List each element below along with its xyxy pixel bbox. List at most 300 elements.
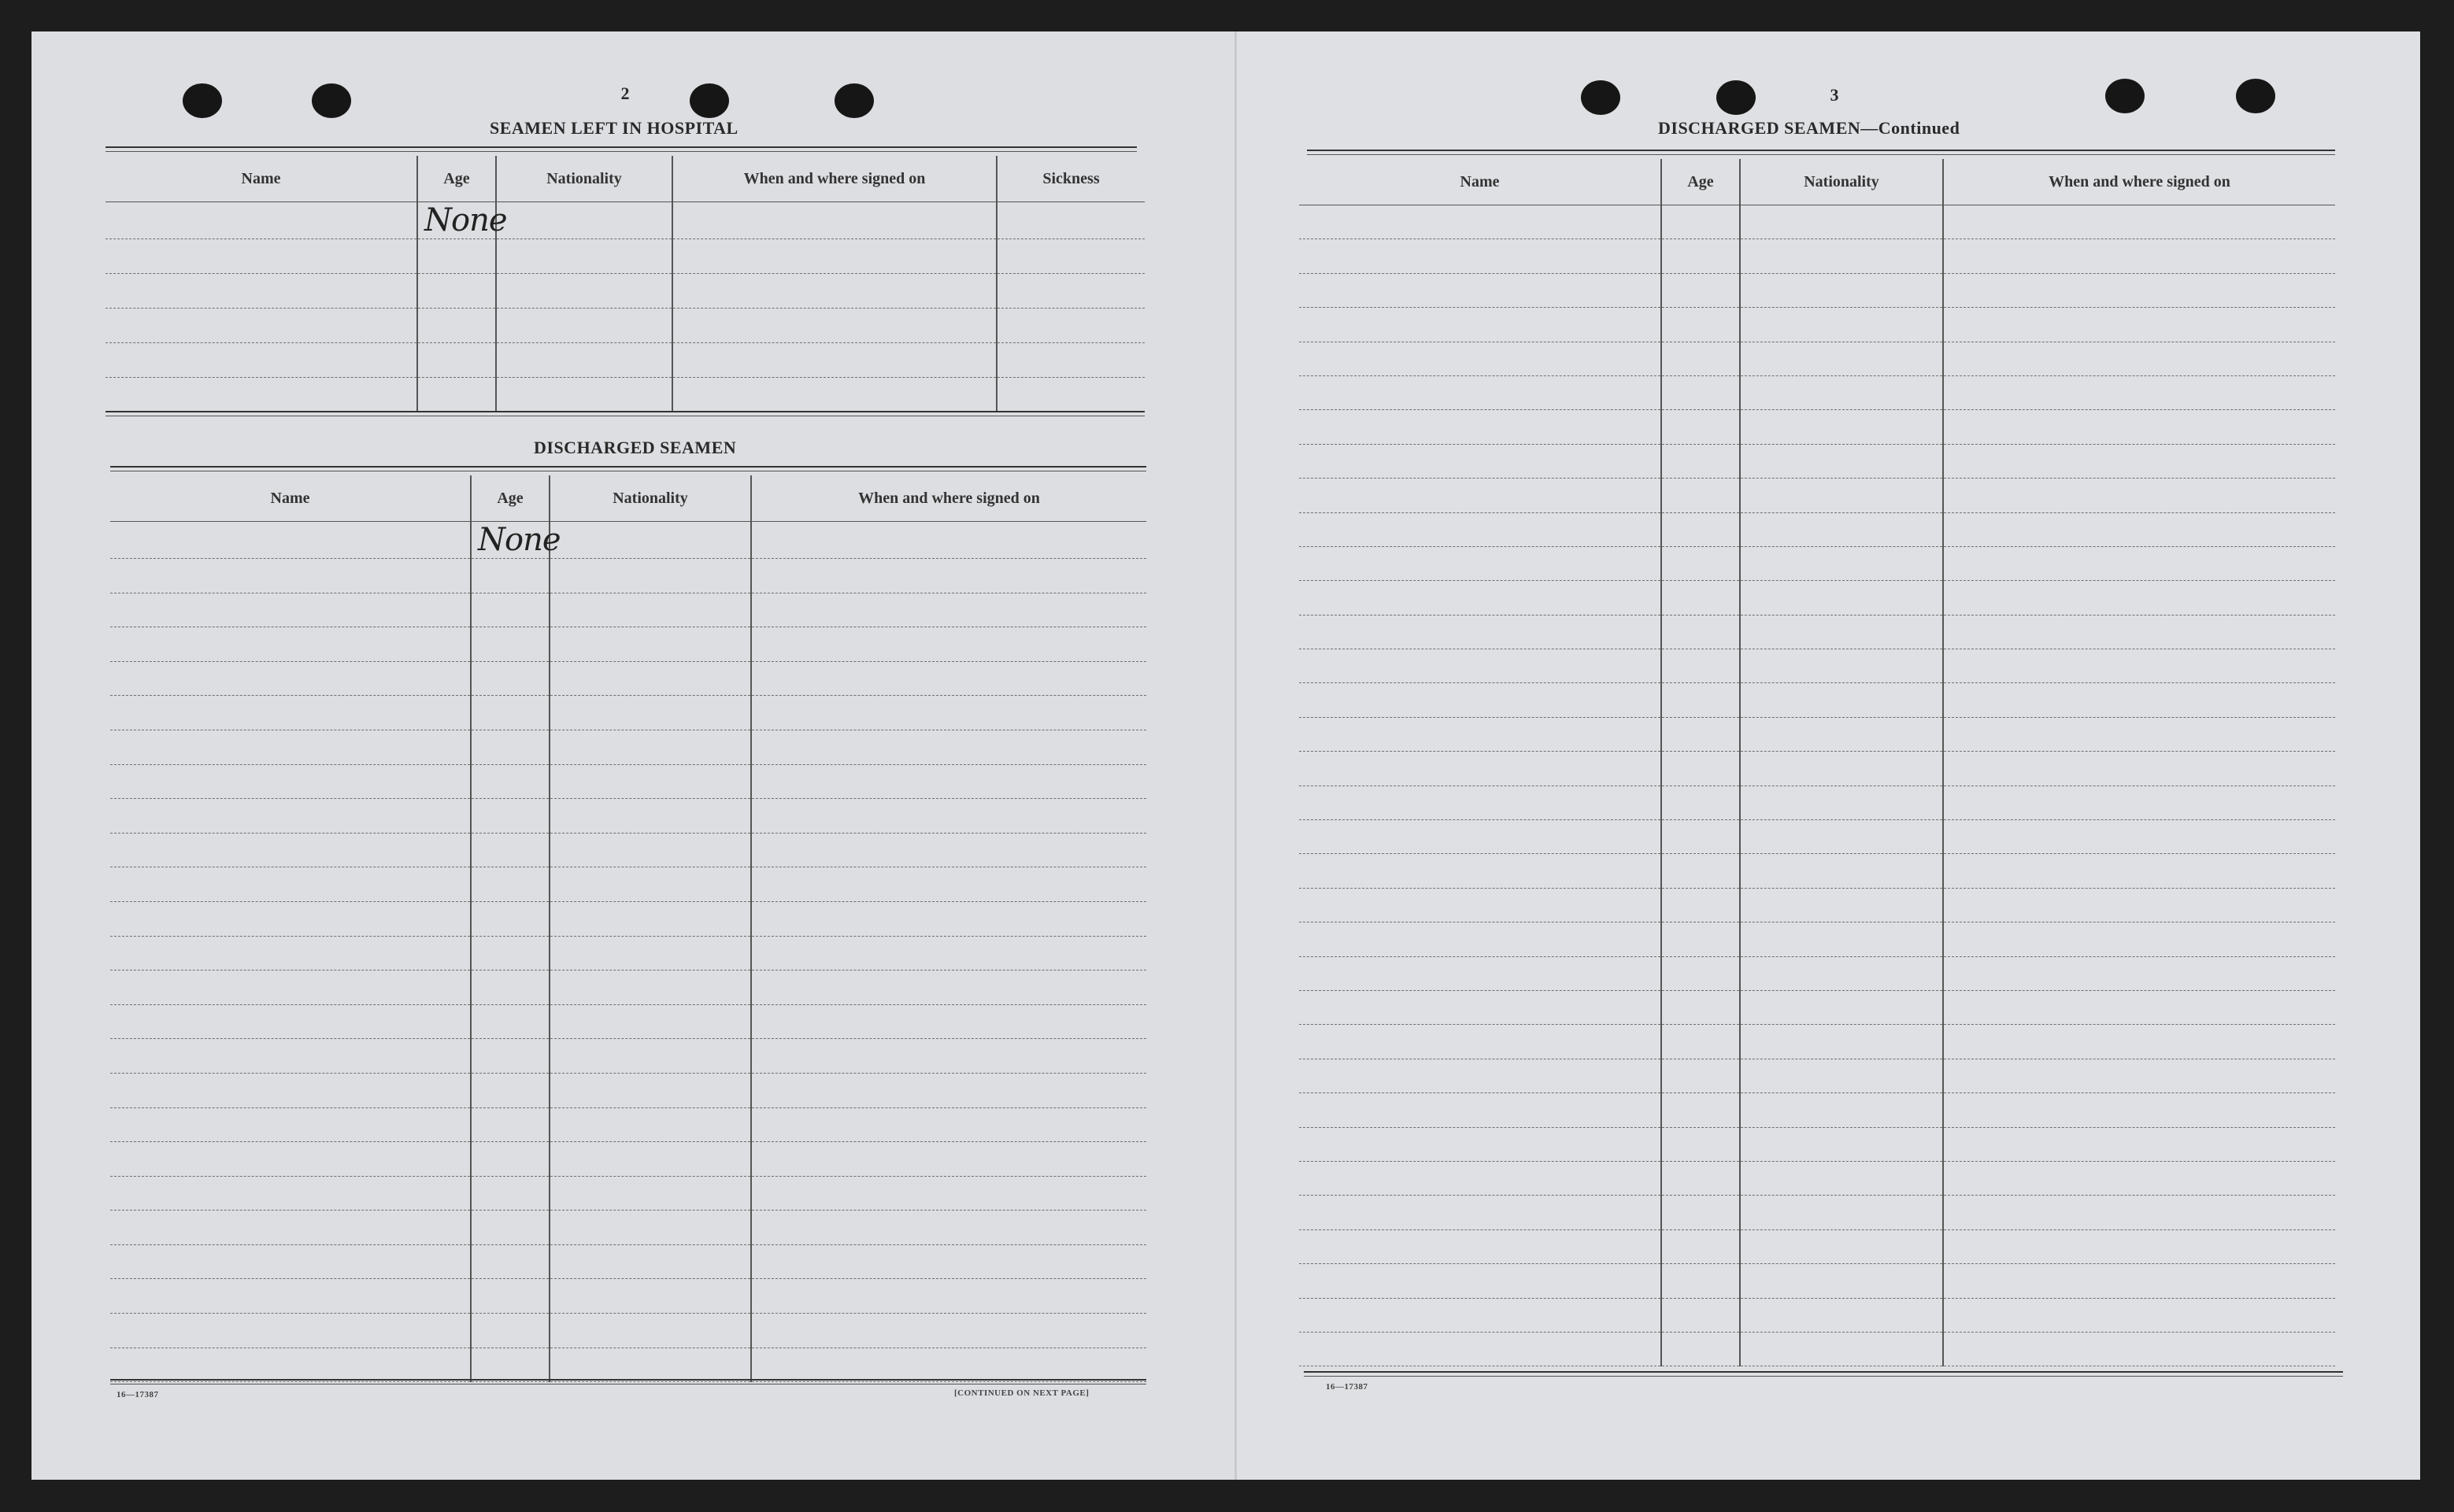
- table-cell: [1943, 479, 2335, 512]
- table-cell: [751, 661, 1146, 696]
- table-cell: [471, 627, 550, 662]
- table-cell: [1299, 205, 1661, 239]
- table-row: [1299, 615, 2335, 649]
- table-cell: [1661, 854, 1740, 888]
- table-cell: [1740, 1161, 1943, 1195]
- table-cell: [751, 1039, 1146, 1074]
- table-cell: [471, 799, 550, 834]
- table-cell: [1661, 717, 1740, 751]
- table-cell: [1299, 375, 1661, 409]
- table-cell: [550, 867, 751, 902]
- table-row: [1299, 786, 2335, 819]
- table-cell: [417, 274, 496, 309]
- table-cell: [550, 1039, 751, 1074]
- table-cell: [471, 833, 550, 867]
- table-cell: [1299, 479, 1661, 512]
- table-cell: [550, 764, 751, 799]
- table-cell: [1299, 956, 1661, 990]
- table-cell: [1299, 752, 1661, 786]
- table-cell: [1661, 683, 1740, 717]
- table-cell: [110, 1107, 471, 1142]
- table-cell: [110, 730, 471, 764]
- table-cell: [1299, 683, 1661, 717]
- table-cell: [1740, 786, 1943, 819]
- table-cell: [550, 696, 751, 730]
- table-row: [1299, 922, 2335, 956]
- table-cell: [550, 522, 751, 559]
- table-row: [1299, 1059, 2335, 1092]
- table-cell: [496, 239, 672, 274]
- table-cell: [751, 901, 1146, 936]
- table-cell: [751, 1211, 1146, 1245]
- table-cell: [1661, 410, 1740, 444]
- table-cell: [1299, 1298, 1661, 1332]
- table-row: [110, 730, 1146, 764]
- table-cell: [471, 559, 550, 593]
- table-cell: [1943, 1127, 2335, 1161]
- table-cell: [1661, 1127, 1740, 1161]
- table-row: [1299, 512, 2335, 546]
- punch-hole: [835, 83, 874, 118]
- table-cell: [471, 1211, 550, 1245]
- table-cell: [1299, 820, 1661, 854]
- table-cell: [471, 1176, 550, 1211]
- table-cell: [417, 378, 496, 412]
- page-number-right: 3: [1830, 85, 1839, 105]
- table-row: [1299, 308, 2335, 342]
- table-cell: [751, 1244, 1146, 1279]
- table-cell: [1943, 342, 2335, 375]
- table-cell: [1661, 1025, 1740, 1059]
- table-row: [1299, 1127, 2335, 1161]
- table-cell: [1661, 1298, 1740, 1332]
- table-cell: [550, 1347, 751, 1382]
- table-cell: [471, 1039, 550, 1074]
- table-cell: [1943, 239, 2335, 273]
- continued-top-rule: [1307, 150, 2335, 155]
- table-cell: [751, 627, 1146, 662]
- table-cell: [1299, 990, 1661, 1024]
- table-cell: [110, 936, 471, 970]
- table-cell: [1299, 1127, 1661, 1161]
- table-cell: [751, 730, 1146, 764]
- form-number-right: 16—17387: [1326, 1382, 1368, 1392]
- column-header-nationality: Nationality: [496, 156, 672, 202]
- table-row: [110, 867, 1146, 902]
- table-cell: [751, 970, 1146, 1005]
- table-row: [110, 764, 1146, 799]
- table-cell: [1943, 546, 2335, 580]
- table-cell: [496, 343, 672, 378]
- table-row: [110, 696, 1146, 730]
- discharged-section-title: DISCHARGED SEAMEN: [534, 438, 737, 457]
- table-cell: [1740, 342, 1943, 375]
- table-cell: [550, 593, 751, 627]
- table-cell: [1740, 1196, 1943, 1229]
- table-cell: [1661, 239, 1740, 273]
- table-cell: [110, 901, 471, 936]
- table-cell: [1661, 922, 1740, 956]
- table-cell: [1299, 1025, 1661, 1059]
- table-cell: [1943, 717, 2335, 751]
- table-cell: [1740, 205, 1943, 239]
- table-cell: [1661, 820, 1740, 854]
- table-cell: [1299, 888, 1661, 922]
- table-cell: [110, 1211, 471, 1245]
- handwritten-entry: None: [478, 522, 561, 558]
- table-cell: [672, 239, 997, 274]
- table-cell: [1661, 1059, 1740, 1092]
- table-cell: [1943, 581, 2335, 615]
- table-cell: [105, 343, 417, 378]
- table-cell: [471, 1279, 550, 1314]
- table-cell: [1299, 1264, 1661, 1298]
- discharged-table: [110, 475, 1146, 1382]
- table-row: [1299, 1264, 2335, 1298]
- table-row: [105, 274, 1145, 309]
- table-cell: [550, 799, 751, 834]
- table-cell: [1740, 615, 1943, 649]
- table-cell: [471, 1142, 550, 1177]
- table-cell: [1661, 444, 1740, 478]
- table-cell: [751, 522, 1146, 559]
- table-row: [110, 1107, 1146, 1142]
- table-cell: [1299, 615, 1661, 649]
- form-number-left: 16—17387: [117, 1390, 159, 1399]
- table-cell: [1299, 512, 1661, 546]
- table-cell: [471, 1314, 550, 1348]
- table-row: [110, 593, 1146, 627]
- table-cell: [496, 309, 672, 343]
- table-cell: [1740, 1332, 1943, 1366]
- table-cell: [550, 1142, 751, 1177]
- table-cell: [1661, 1196, 1740, 1229]
- table-row: [1299, 444, 2335, 478]
- table-row: [110, 1244, 1146, 1279]
- table-cell: [550, 1107, 751, 1142]
- table-cell: [105, 309, 417, 343]
- table-cell: [471, 696, 550, 730]
- hospital-bottom-rule: [105, 411, 1145, 416]
- column-header-name: Name: [110, 475, 471, 522]
- column-header-nationality: Nationality: [550, 475, 751, 522]
- table-cell: [550, 1073, 751, 1107]
- table-row: [1299, 205, 2335, 239]
- table-cell: [110, 559, 471, 593]
- column-header-age: Age: [1661, 159, 1740, 205]
- table-cell: [1740, 888, 1943, 922]
- table-cell: [471, 1107, 550, 1142]
- table-cell: [110, 1244, 471, 1279]
- table-row: [1299, 546, 2335, 580]
- table-cell: [1943, 649, 2335, 683]
- table-row: [1299, 1025, 2335, 1059]
- table-cell: [997, 343, 1145, 378]
- table-cell: [1740, 1298, 1943, 1332]
- table-cell: [751, 1004, 1146, 1039]
- table-row: [110, 1073, 1146, 1107]
- table-row: [110, 833, 1146, 867]
- table-cell: [1299, 1161, 1661, 1195]
- table-row: [1299, 649, 2335, 683]
- table-row: [110, 1347, 1146, 1382]
- table-cell: [672, 274, 997, 309]
- table-cell: [110, 593, 471, 627]
- table-row: [105, 202, 1145, 239]
- table-cell: [471, 764, 550, 799]
- table-row: [105, 378, 1145, 412]
- discharged-bottom-rule: [110, 1379, 1146, 1384]
- table-cell: [550, 1244, 751, 1279]
- table-cell: [1740, 273, 1943, 307]
- table-cell: [1943, 854, 2335, 888]
- table-row: [110, 1039, 1146, 1074]
- table-cell: [1661, 479, 1740, 512]
- table-cell: [1299, 922, 1661, 956]
- table-cell: [550, 1176, 751, 1211]
- table-row: [1299, 990, 2335, 1024]
- table-cell: [1943, 956, 2335, 990]
- table-cell: [1740, 922, 1943, 956]
- table-row: [110, 522, 1146, 559]
- table-cell: [1299, 649, 1661, 683]
- column-header-name: Name: [1299, 159, 1661, 205]
- table-row: [1299, 854, 2335, 888]
- table-row: [1299, 410, 2335, 444]
- table-cell: [1740, 1264, 1943, 1298]
- table-cell: [751, 1347, 1146, 1382]
- punch-hole: [183, 83, 222, 118]
- table-cell: [1661, 649, 1740, 683]
- table-cell: [1943, 1093, 2335, 1127]
- table-row: [1299, 581, 2335, 615]
- table-cell: [1740, 581, 1943, 615]
- table-cell: [1740, 375, 1943, 409]
- table-cell: [1661, 1229, 1740, 1263]
- table-row: [1299, 1298, 2335, 1332]
- table-cell: [1740, 1127, 1943, 1161]
- table-cell: [1740, 854, 1943, 888]
- table-row: [105, 343, 1145, 378]
- table-cell: [1299, 410, 1661, 444]
- punch-hole: [312, 83, 351, 118]
- table-cell: [751, 696, 1146, 730]
- table-cell: [417, 202, 507, 239]
- punch-hole: [1581, 80, 1620, 115]
- table-cell: [751, 867, 1146, 902]
- table-cell: [1740, 546, 1943, 580]
- table-cell: [1943, 683, 2335, 717]
- table-cell: [751, 1073, 1146, 1107]
- table-cell: [550, 936, 751, 970]
- table-cell: [1661, 1093, 1740, 1127]
- table-cell: [1943, 512, 2335, 546]
- table-row: [1299, 888, 2335, 922]
- table-cell: [1943, 990, 2335, 1024]
- column-header-age: Age: [417, 156, 496, 202]
- column-header-name: Name: [105, 156, 417, 202]
- table-cell: [1661, 205, 1740, 239]
- table-cell: [1740, 990, 1943, 1024]
- table-cell: [471, 1004, 550, 1039]
- table-cell: [672, 378, 997, 412]
- table-cell: [110, 764, 471, 799]
- table-cell: [1943, 1059, 2335, 1092]
- table-cell: [1943, 410, 2335, 444]
- table-cell: [550, 730, 751, 764]
- table-row: [1299, 1093, 2335, 1127]
- table-cell: [471, 1347, 550, 1382]
- table-cell: [1661, 308, 1740, 342]
- table-row: [1299, 479, 2335, 512]
- punch-hole: [2236, 79, 2275, 113]
- table-cell: [1299, 308, 1661, 342]
- table-cell: [1740, 1025, 1943, 1059]
- table-cell: [471, 661, 550, 696]
- table-cell: [751, 936, 1146, 970]
- table-cell: [1943, 444, 2335, 478]
- column-header-nationality: Nationality: [1740, 159, 1943, 205]
- table-cell: [1299, 854, 1661, 888]
- table-cell: [1661, 342, 1740, 375]
- table-cell: [1661, 1264, 1740, 1298]
- table-row: [110, 936, 1146, 970]
- table-cell: [550, 901, 751, 936]
- table-row: [105, 309, 1145, 343]
- table-cell: [417, 239, 496, 274]
- table-cell: [1661, 786, 1740, 819]
- table-cell: [751, 799, 1146, 834]
- table-cell: [997, 378, 1145, 412]
- table-cell: [1299, 786, 1661, 819]
- table-cell: [110, 1279, 471, 1314]
- table-cell: [1299, 273, 1661, 307]
- column-header-signed-on: When and where signed on: [751, 475, 1146, 522]
- table-cell: [471, 970, 550, 1005]
- table-row: [110, 627, 1146, 662]
- table-cell: [1740, 717, 1943, 751]
- table-cell: [1661, 375, 1740, 409]
- table-cell: [1661, 581, 1740, 615]
- table-cell: [1299, 342, 1661, 375]
- table-row: [110, 1176, 1146, 1211]
- table-cell: [110, 970, 471, 1005]
- table-row: [1299, 1161, 2335, 1195]
- table-cell: [417, 343, 496, 378]
- table-cell: [1740, 649, 1943, 683]
- table-cell: [110, 1039, 471, 1074]
- table-row: [110, 1314, 1146, 1348]
- table-cell: [110, 867, 471, 902]
- table-cell: [496, 378, 672, 412]
- table-row: [1299, 752, 2335, 786]
- table-cell: [550, 1279, 751, 1314]
- page-number-left: 2: [620, 83, 630, 103]
- table-cell: [1943, 1161, 2335, 1195]
- table-cell: [110, 799, 471, 834]
- table-cell: [1740, 956, 1943, 990]
- table-cell: [1943, 1196, 2335, 1229]
- table-cell: [1943, 273, 2335, 307]
- table-cell: [1740, 410, 1943, 444]
- handwritten-entry: None: [424, 202, 507, 238]
- continued-note: [CONTINUED ON NEXT PAGE]: [954, 1388, 1090, 1398]
- table-cell: [1943, 375, 2335, 409]
- table-cell: [105, 239, 417, 274]
- discharged-top-rule: [110, 466, 1146, 471]
- table-cell: [1740, 479, 1943, 512]
- table-cell: [105, 202, 417, 239]
- table-cell: [1661, 273, 1740, 307]
- continued-section-title: [1658, 118, 1960, 139]
- column-header-signed-on: When and where signed on: [1943, 159, 2335, 205]
- section-title-main: DISCHARGED SEAMEN: [1658, 118, 1861, 138]
- table-row: [1299, 1332, 2335, 1366]
- table-row: [1299, 1229, 2335, 1263]
- table-row: [1299, 956, 2335, 990]
- table-cell: [1299, 1332, 1661, 1366]
- table-cell: [1943, 1332, 2335, 1366]
- table-cell: [1299, 717, 1661, 751]
- table-row: [1299, 683, 2335, 717]
- table-cell: [471, 901, 550, 936]
- table-row: [110, 901, 1146, 936]
- table-row: [110, 799, 1146, 834]
- table-cell: [1299, 239, 1661, 273]
- table-row: [1299, 820, 2335, 854]
- table-cell: [1299, 581, 1661, 615]
- table-cell: [471, 1244, 550, 1279]
- table-cell: [550, 833, 751, 867]
- table-cell: [550, 559, 751, 593]
- table-cell: [1943, 820, 2335, 854]
- table-row: [1299, 1196, 2335, 1229]
- table-cell: [471, 730, 550, 764]
- table-cell: [1299, 444, 1661, 478]
- table-cell: [1740, 239, 1943, 273]
- table-row: [1299, 717, 2335, 751]
- table-cell: [471, 936, 550, 970]
- table-cell: [550, 970, 751, 1005]
- table-cell: [1661, 546, 1740, 580]
- table-cell: [751, 764, 1146, 799]
- table-cell: [1299, 1229, 1661, 1263]
- table-cell: [110, 1073, 471, 1107]
- table-cell: [110, 522, 471, 559]
- punch-hole: [1716, 80, 1756, 115]
- table-cell: [1740, 820, 1943, 854]
- column-header-signed-on: When and where signed on: [672, 156, 997, 202]
- table-cell: [751, 1279, 1146, 1314]
- table-cell: [1943, 1025, 2335, 1059]
- table-cell: [471, 1073, 550, 1107]
- table-cell: [1943, 205, 2335, 239]
- table-cell: [751, 1314, 1146, 1348]
- continued-bottom-rule: [1304, 1371, 2343, 1377]
- table-row: [110, 1142, 1146, 1177]
- table-cell: [672, 343, 997, 378]
- hospital-top-rule: [105, 146, 1137, 152]
- table-cell: [110, 661, 471, 696]
- table-cell: [496, 202, 672, 239]
- column-header-sickness: Sickness: [997, 156, 1145, 202]
- table-cell: [550, 661, 751, 696]
- table-cell: [110, 696, 471, 730]
- table-row: [110, 970, 1146, 1005]
- table-cell: [1943, 615, 2335, 649]
- table-cell: [110, 1347, 471, 1382]
- table-cell: [110, 627, 471, 662]
